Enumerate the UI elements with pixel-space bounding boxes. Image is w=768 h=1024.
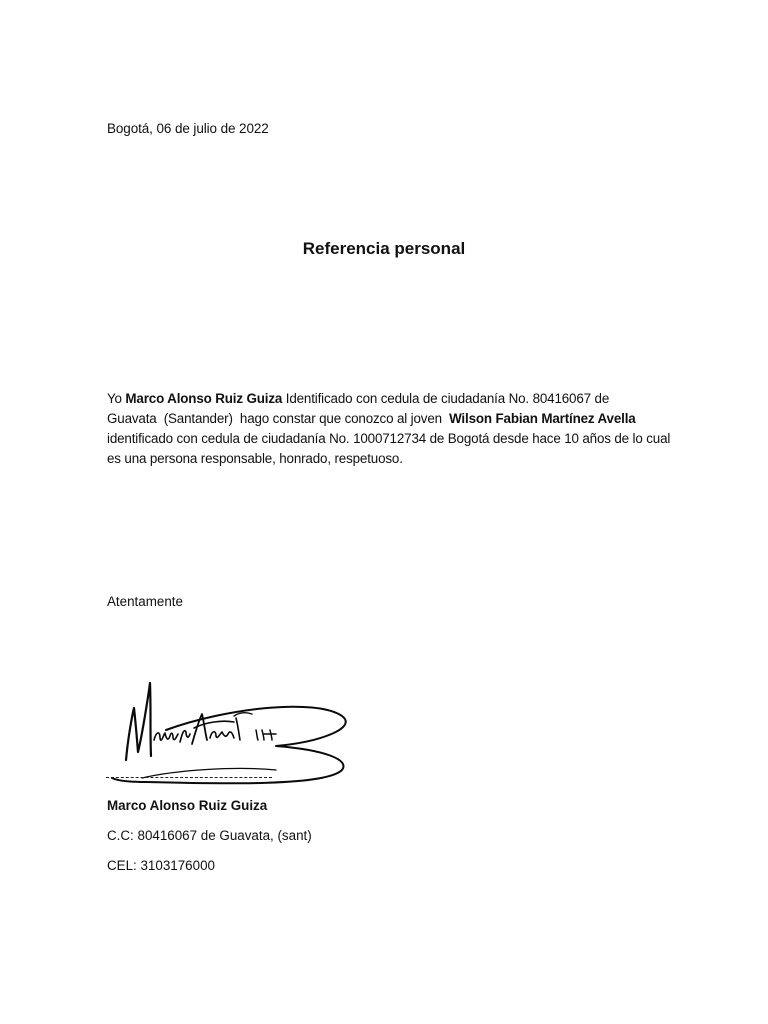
body-line-2-start: Guavata (Santander) hago constar que conozco al joven [107, 411, 450, 426]
signer-phone-line: CEL: 3103176000 [107, 858, 215, 873]
signature-line [106, 777, 272, 778]
signer-id-line: C.C: 80416067 de Guavata, (sant) [107, 828, 312, 843]
letter-date: Bogotá, 06 de julio de 2022 [107, 121, 269, 136]
letter-closing: Atentamente [107, 594, 183, 609]
referee-name: Marco Alonso Ruiz Guiza [125, 391, 283, 406]
letter-title: Referencia personal [302, 239, 466, 258]
referenced-person-name: Wilson Fabian Martínez Avella [449, 411, 636, 426]
body-line-2 [107, 409, 667, 429]
body-line-4: es una persona responsable, honrado, respetuoso. [107, 451, 403, 466]
body-line-1-end: Identificado con cedula de ciudadanía No. 80416067 de [282, 391, 610, 406]
body-line-1 [107, 389, 667, 409]
body-line-3: identificado con cedula de ciudadanía No. 1000712734 de Bogotá desde hace 10 años de lo cual [107, 431, 671, 446]
signer-name: Marco Alonso Ruiz Guiza [107, 798, 268, 813]
letter-body [107, 389, 671, 469]
body-line-1-start: Yo [107, 391, 126, 406]
handwritten-signature-icon [106, 678, 356, 800]
